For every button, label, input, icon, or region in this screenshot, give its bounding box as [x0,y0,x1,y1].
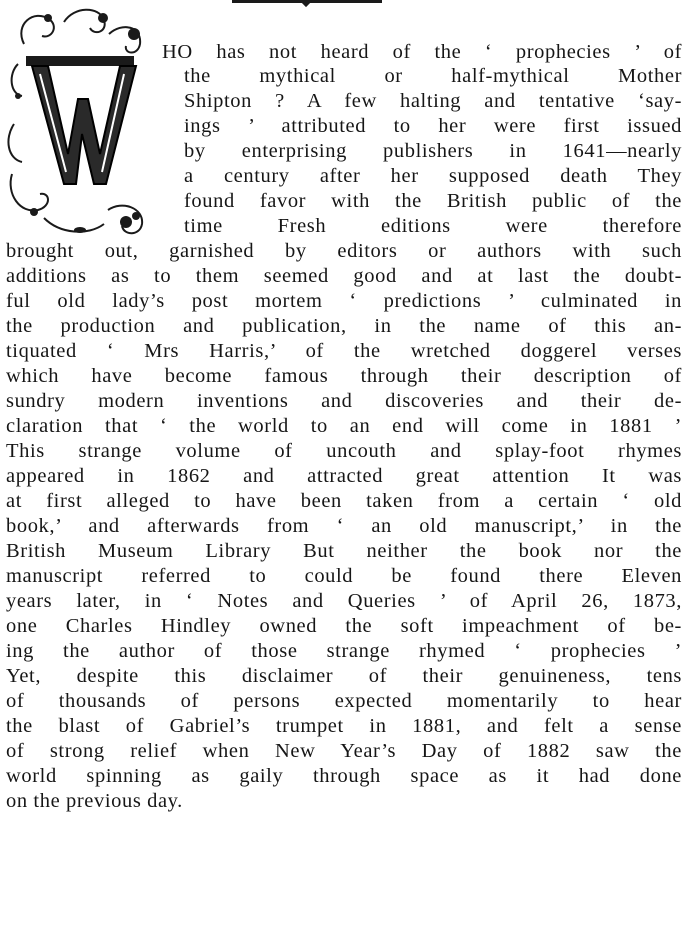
text-line: world spinning as gaily through space as it had done [6,765,682,787]
text-line: British Museum Library But neither the book nor the [6,540,682,562]
text-line: tiquated ‘ Mrs Harris,’ of the wretched doggerel verses [6,340,682,362]
text-line: ing the author of those strange rhymed ‘ prophecies ’ [6,640,682,662]
text-line: additions as to them seemed good and at last the doubt- [6,265,682,287]
text-line: by enterprising publishers in 1641—nearly [184,140,682,162]
drop-cap-letter: W [82,154,83,155]
text-line: the production and publication, in the name of this an- [6,315,682,337]
text-line: book,’ and afterwards from ‘ an old manuscript,’ in the [6,515,682,537]
text-line: which have become famous through their description of [6,365,682,387]
text-line: claration that ‘ the world to an end will come in 1881 ’ [6,415,682,437]
text-line: Yet, despite this disclaimer of their genuineness, tens [6,665,682,687]
text-line: of thousands of persons expected momentarily to hear [6,690,682,712]
drop-cap-initial [4,4,154,242]
text-line: sundry modern inventions and discoveries and their de- [6,390,682,412]
text-line: ings ’ attributed to her were first issued [184,115,682,137]
text-line: the blast of Gabriel’s trumpet in 1881, and felt a sense [6,715,682,737]
text-line: the mythical or half-mythical Mother [184,65,682,87]
text-line: Shipton ? A few halting and tentative ‘say- [184,90,682,112]
text-line: HO has not heard of the ‘ prophecies ’ of [162,41,682,63]
text-line: at first alleged to have been taken from a certain ‘ old [6,490,682,512]
text-line: years later, in ‘ Notes and Queries ’ of April 26, 1873, [6,590,682,612]
text-line: found favor with the British public of the [184,190,682,212]
rule-ornament [299,0,313,7]
text-line: one Charles Hindley owned the soft impeachment of be- [6,615,682,637]
text-line: appeared in 1862 and attracted great attention It was [6,465,682,487]
text-line: This strange volume of uncouth and splay-foot rhymes [6,440,682,462]
text-line: ful old lady’s post mortem ‘ predictions ’ culminated in [6,290,682,312]
text-line: on the previous day. [6,790,183,812]
text-line: time Fresh editions were therefore [184,215,682,237]
text-line: manuscript referred to could be found there Eleven [6,565,682,587]
text-line: brought out, garnished by editors or authors with such [6,240,682,262]
text-line: of strong relief when New Year’s Day of 1882 saw the [6,740,682,762]
text-line: a century after her supposed death They [184,165,682,187]
